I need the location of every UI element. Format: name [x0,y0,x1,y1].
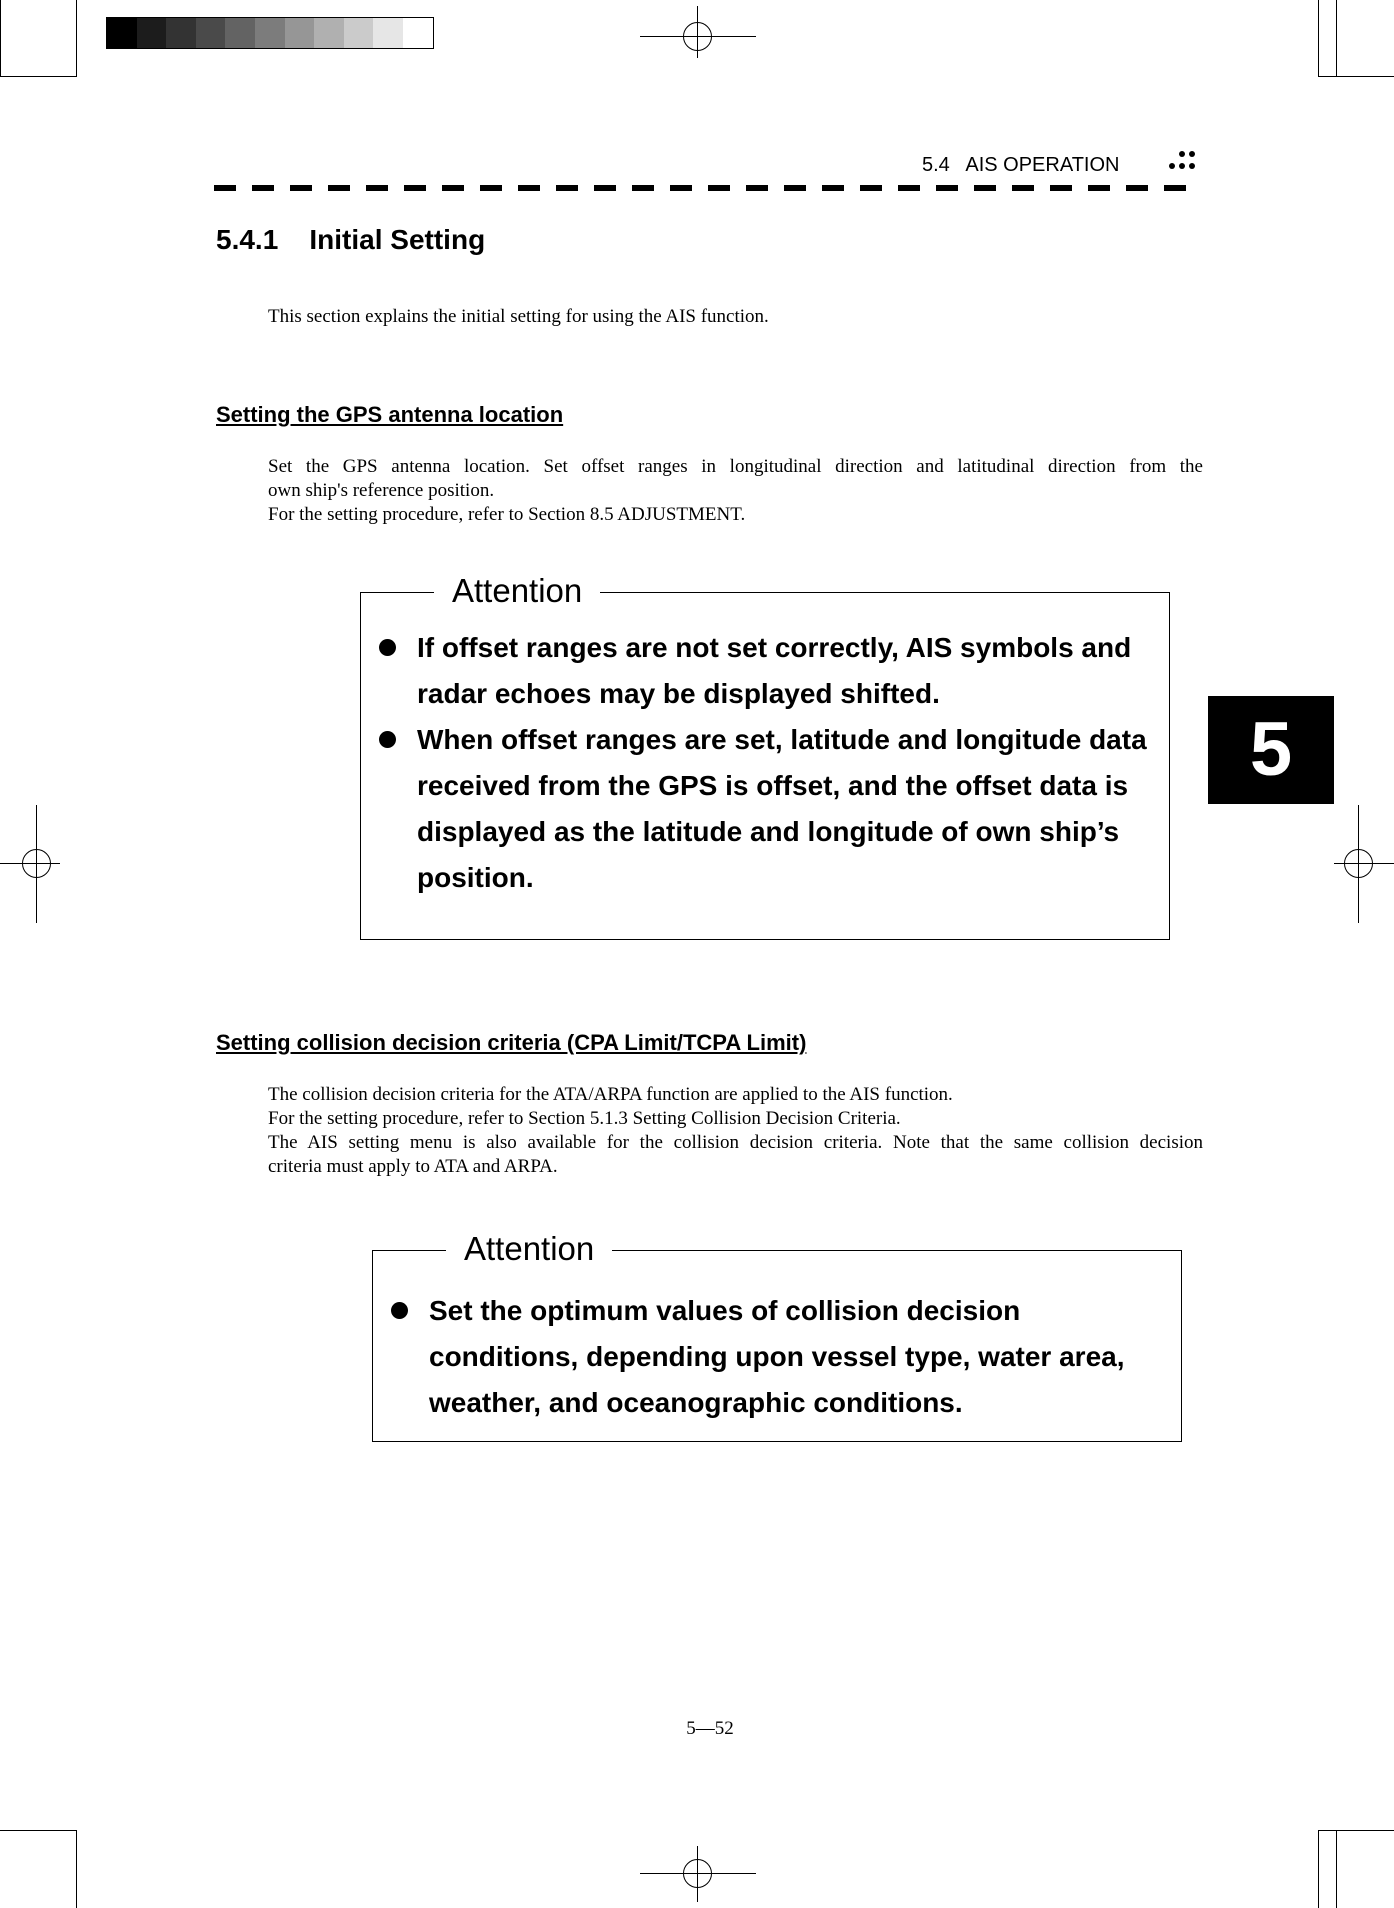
grayscale-swatch [373,18,403,48]
attention-box-offset [360,572,1170,940]
grayscale-swatch [107,18,137,48]
gps-line: Set the GPS antenna location. Set offset ranges in longitudinal direction and latitudinal direction from the [268,456,1203,477]
gps-heading: Setting the GPS antenna location [216,402,564,427]
attention-list [373,625,1163,901]
grayscale-swatch [344,18,374,48]
gps-line: own ship's reference position. [268,480,495,501]
running-header: 5.4 AIS OPERATION [922,154,1120,176]
bullet-icon [391,1302,408,1319]
grayscale-swatch [403,18,433,48]
grayscale-swatch [285,18,315,48]
page-number: 5—52 [686,1718,734,1739]
attention-item [373,717,1163,901]
collision-line: The collision decision criteria for the ATA/ARPA function are applied to the AIS function. [268,1084,953,1105]
attention-item-text: Set the optimum values of collision decision conditions, depending upon vessel type, water area, weather, and oceanographic conditions. [429,1295,1125,1418]
intro-text: This section explains the initial setting for using the AIS function. [268,306,769,327]
grayscale-swatch [196,18,226,48]
gps-line: For the setting procedure, refer to Section 8.5 ADJUSTMENT. [268,504,746,525]
section-title: 5.4.1 Initial Setting [216,224,486,255]
attention-label: Attention [446,1225,612,1273]
attention-item-text: When offset ranges are set, latitude and longitude data received from the GPS is offset, and the offset data is displayed as the latitude and longitude of own ship’s position. [417,724,1147,893]
collision-heading: Setting collision decision criteria (CPA Limit/TCPA Limit) [216,1030,807,1055]
gps-paragraph [268,455,1203,527]
grayscale-swatch [166,18,196,48]
grayscale-bar [106,17,434,49]
bullet-icon [379,731,396,748]
header-dash-rule [214,185,1202,191]
grayscale-swatch [137,18,167,48]
collision-line: The AIS setting menu is also available for the collision decision criteria. Note that the same collision decision [268,1132,1203,1153]
attention-box-collision [372,1230,1182,1442]
attention-label: Attention [434,567,600,615]
grayscale-swatch [225,18,255,48]
collision-line: criteria must apply to ATA and ARPA. [268,1156,558,1177]
collision-line: For the setting procedure, refer to Section 5.1.3 Setting Collision Decision Criteria. [268,1108,901,1129]
grayscale-swatch [314,18,344,48]
header-dots-icon [1168,150,1200,180]
attention-item [373,625,1163,717]
chapter-tab: 5 [1208,696,1334,804]
collision-paragraph [268,1083,1203,1179]
attention-item-text: If offset ranges are not set correctly, AIS symbols and radar echoes may be displayed shifted. [417,632,1132,709]
grayscale-swatch [255,18,285,48]
bullet-icon [379,639,396,656]
attention-list [385,1288,1175,1426]
attention-item [385,1288,1175,1426]
